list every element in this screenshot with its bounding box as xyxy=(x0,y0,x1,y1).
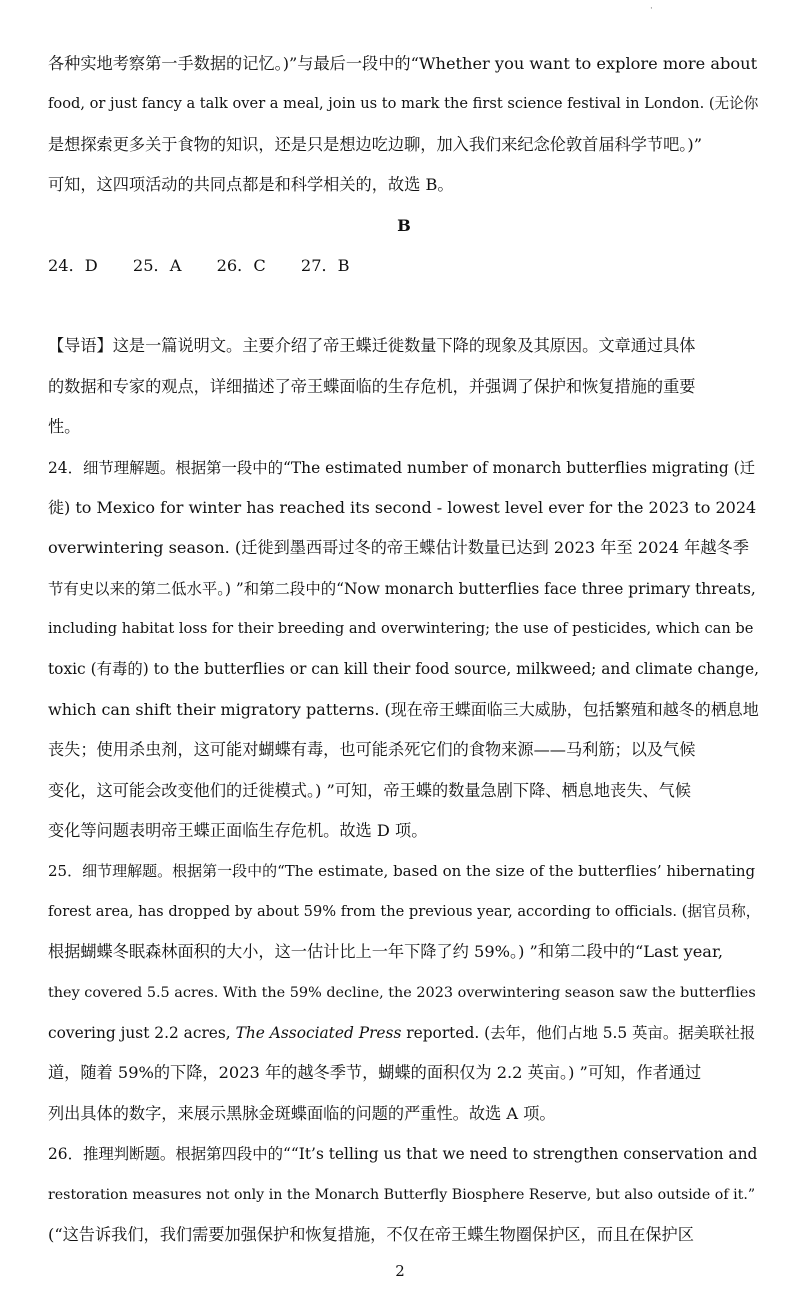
text-line: food, or just fancy a talk over a meal, join us to mark the first science festival in London. (无论你 xyxy=(48,95,759,113)
section-heading: B xyxy=(397,215,411,235)
text-line: they covered 5.5 acres. With the 59% decline, the 2023 overwintering season saw the butterflies xyxy=(48,984,756,1001)
text-line: 25．细节理解题。根据第一段中的“The estimate, based on the size of the butterflies’ hibernating xyxy=(48,862,756,881)
text-line: 道，随着 59%的下降，2023 年的越冬季节，蝴蝶的面积仅为 2.2 英亩。) ”可知，作者通过 xyxy=(48,1063,702,1083)
text-line: toxic (有毒的) to the butterflies or can kill their food source, milkweed; and climate change, xyxy=(48,660,759,679)
text-line: 徙) to Mexico for winter has reached its second - lowest level ever for the 2023 to 2024 xyxy=(48,497,757,517)
answer-item: 27．B xyxy=(300,255,350,275)
text-line: 变化等问题表明帝王蝶正面临生存危机。故选 D 项。 xyxy=(48,821,428,841)
answer-item: 24．D xyxy=(48,255,98,275)
text-line: 【导语】这是一篇说明文。主要介绍了帝王蝶迁徙数量下降的现象及其原因。文章通过具体 xyxy=(48,336,696,356)
answer-key xyxy=(48,246,760,286)
answer-item: 25．A xyxy=(132,255,182,275)
text-line: 26．推理判断题。根据第四段中的““It’s telling us that we need to strengthen conservation and xyxy=(48,1145,758,1164)
text-line: 可知，这四项活动的共同点都是和科学相关的，故选 B。 xyxy=(48,175,454,195)
text-line: 丧失；使用杀虫剂，这可能对蝴蝶有毒，也可能杀死它们的食物来源——马利筋；以及气候 xyxy=(48,740,696,760)
text-line: 列出具体的数字，来展示黑脉金斑蝶面临的问题的严重性。故选 A 项。 xyxy=(48,1103,556,1123)
text-line: including habitat loss for their breeding and overwintering; the use of pesticides, which can be xyxy=(48,620,754,638)
text-segment: covering just 2.2 acres, xyxy=(48,1023,236,1042)
text-line: 变化，这可能会改变他们的迁徙模式。) ”可知，帝王蝶的数量急剧下降、栖息地丧失、气候 xyxy=(48,780,691,800)
document-body xyxy=(48,44,760,1255)
text-line: 节有史以来的第二低水平。) ”和第二段中的“Now monarch butterflies face three primary threats, xyxy=(48,579,756,598)
text-line: restoration measures not only in the Monarch Butterfly Biosphere Reserve, but also outside of it.” xyxy=(48,1186,756,1203)
text-line: 是想探索更多关于食物的知识，还是只是想边吃边聊，加入我们来纪念伦敦首届科学节吧。)” xyxy=(48,134,702,154)
text-line: overwintering season. (迁徙到墨西哥过冬的帝王蝶估计数量已达到 2023 年至 2024 年越冬季 xyxy=(48,538,749,558)
text-line: 性。 xyxy=(48,417,81,437)
text-line: forest area, has dropped by about 59% from the previous year, according to officials. (据官员称， xyxy=(48,902,761,920)
text-line: 24．细节理解题。根据第一段中的“The estimated number of monarch butterflies migrating (迁 xyxy=(48,458,755,477)
answer-item: 26．C xyxy=(216,255,266,275)
text-segment: reported. (去年，他们占地 5.5 英亩。据美联社报 xyxy=(401,1023,756,1042)
page-number: 2 xyxy=(395,1262,405,1280)
spacer xyxy=(48,286,760,326)
publication-name: The Associated Press xyxy=(235,1023,402,1042)
text-line: 根据蝴蝶冬眠森林面积的大小，这一估计比上一年下降了约 59%。) ”和第二段中的“Last year, xyxy=(48,942,724,962)
text-line: (“这告诉我们，我们需要加强保护和恢复措施，不仅在帝王蝶生物圈保护区，而且在保护区 xyxy=(48,1224,694,1244)
corner-mark: · xyxy=(650,4,653,14)
text-line: 各种实地考察第一手数据的记忆。)”与最后一段中的“Whether you want to explore more about xyxy=(48,54,758,73)
text-line: which can shift their migratory patterns. (现在帝王蝶面临三大威胁，包括繁殖和越冬的栖息地 xyxy=(48,699,759,719)
text-line-with-citation xyxy=(48,1013,760,1053)
text-line: 的数据和专家的观点，详细描述了帝王蝶面临的生存危机，并强调了保护和恢复措施的重要 xyxy=(48,376,696,396)
